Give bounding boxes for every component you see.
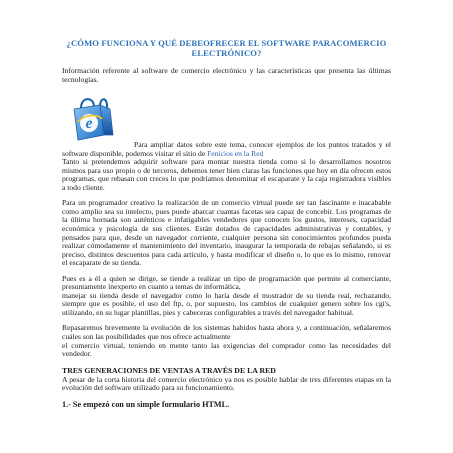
generations-heading: TRES GENERACIONES DE VENTAS A TRAVÉS DE LA RED	[62, 365, 276, 375]
review-paragraph-2: el comercio virtual, teniendo en mente tanto las exigencias del comprador como las necesidades del vendedor.	[62, 340, 391, 359]
generations-paragraph: A pesar de la corta historia del comercio electrónico ya nos es posible hablar de tres diferentes etapas en la evolución del software utilizado para su funcionamiento.	[62, 374, 391, 393]
intro-paragraph: Información referente al software de comercio electrónico y las características que presenta las últimas tecnologías.	[62, 66, 391, 84]
programmer-paragraph: Para un programador creativo la realización de un comercio virtual puede ser tan fascinante e inacabable como amplio sea su intelecto, pues puede abarcar cuantas facetas sea capaz de concebir. Los programas de la última hornada son auténticos e infatigables vendedores que conocen los gustos, intereses, capacidad económica y psicología de sus clientes. Están dotados de capacidades administrativas y contables, y pensados para que, desde un navegador corriente, cualquier persona sin conocimientos profundos pueda realizar cómodamente el mantenimiento del inventario, inaugurar la temporada de rebajas señalando, si es preciso, distintos descuentos para cada artículo, y hasta modificar el diseño o, lo que es lo mismo, renovar el escaparate de su tienda.	[62, 198, 391, 268]
fenicios-link[interactable]: Fenicios en la Red	[207, 148, 264, 158]
ie-e-shopping-bag-icon	[66, 91, 118, 143]
first-generation-heading: 1.- Se empezó con un simple formulario HTML.	[62, 399, 230, 409]
software-paragraph: Tanto si pretendemos adquirir software para montar nuestra tienda como si lo desarrollamos nosotros mismos para uso propio o de terceros, debemos tener bien claras las funciones que hoy en día ofrecen estos programas, que rebasan con creces lo que podríamos denominar el escaparate y la caja registradora visibles a todo cliente.	[62, 157, 391, 192]
logo-row	[62, 91, 391, 141]
svg-text:e: e	[85, 115, 93, 133]
link-paragraph: Para ampliar datos sobre este tema, conocer ejemplos de los puntos tratados y el software disponible, podemos visitar el sitio de Fenicios en la Red	[62, 140, 391, 158]
page-title: ¿CÓMO FUNCIONA Y QUÉ DEBEOFRECER EL SOFTWARE PARACOMERCIO ELECTRÓNICO?	[66, 38, 387, 58]
review-paragraph: Repasaremos brevemente la evolución de los sistemas habidos hasta ahora y, a continuación, señalaremos cuáles son las posibilidades que nos ofrece actualmente	[62, 323, 391, 342]
merchant-paragraph: Pues es a él a quien se dirige, se tiende a realizar un tipo de programación que permite al comerciante, presuntamente inexperto en cuanto a temas de informática,	[62, 273, 391, 292]
merchant-paragraph-2: manejar su tienda desde el navegador como lo haría desde el mostrador de su tienda real, rechazando, siempre que es posible, el uso del ftp, o, por supuesto, los cambios de cualquier genero sobre los cgi's, utilizando, en su lugar plantillas, pies y cabeceras configurables a través del navegador habitual.	[62, 290, 391, 317]
